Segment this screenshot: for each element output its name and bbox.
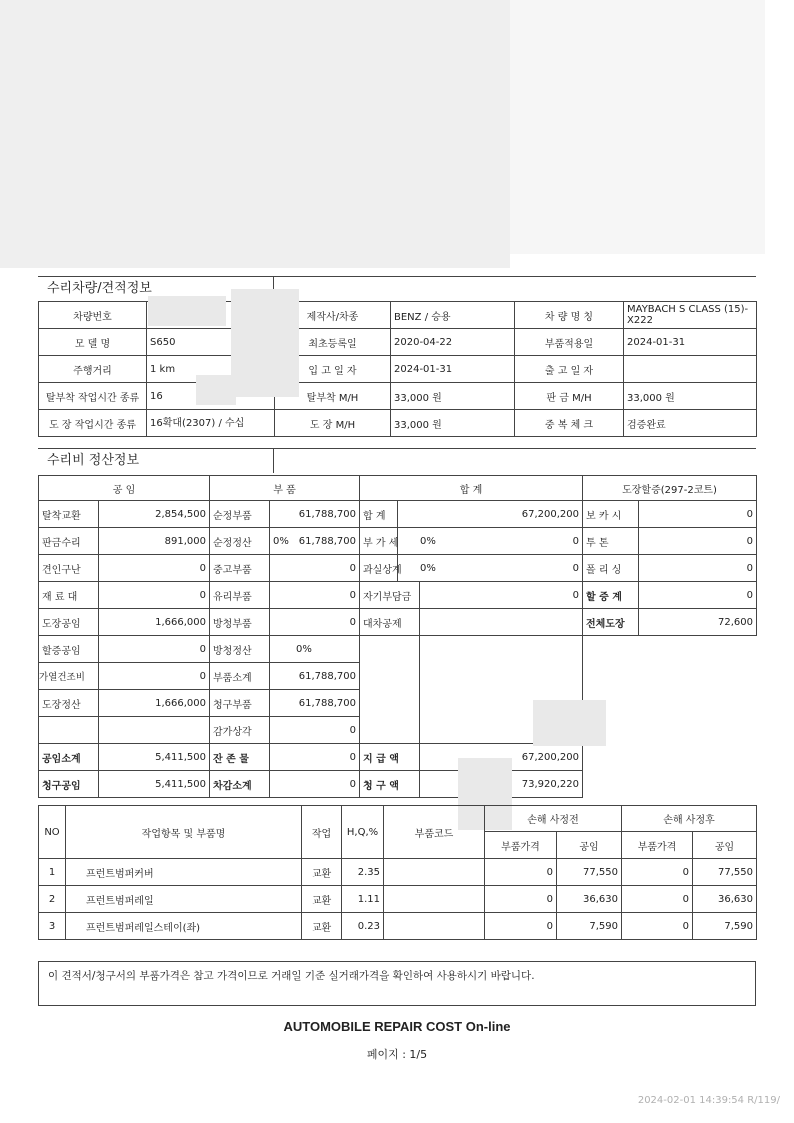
table-cell: 유리부품	[210, 582, 270, 609]
table-cell: 891,000	[99, 528, 210, 555]
table-cell: 부품소계	[210, 663, 270, 690]
items-header-row	[39, 806, 757, 832]
table-row	[39, 886, 757, 913]
table-cell: 1	[39, 859, 66, 886]
cost-row	[39, 555, 757, 582]
table-cell: 36,630	[557, 886, 622, 913]
redaction-mask	[231, 289, 299, 397]
table-cell: 부 품	[210, 476, 360, 501]
table-cell: 청구공임	[39, 771, 99, 798]
table-cell: 판 금 M/H	[515, 383, 624, 410]
table-cell: 프런트범퍼커버	[66, 859, 302, 886]
table-cell: 67,200,200	[420, 501, 583, 528]
vehicle-row	[39, 302, 757, 329]
table-cell: 0	[270, 744, 360, 771]
table-cell: 0	[639, 501, 757, 528]
table-cell: 재 료 대	[39, 582, 99, 609]
table-cell: 0	[485, 913, 557, 940]
table-cell: 77,550	[693, 859, 757, 886]
table-cell	[398, 501, 420, 528]
table-cell: 0	[293, 582, 360, 609]
table-cell	[384, 913, 485, 940]
table-cell: 도 장 작업시간 종류	[39, 410, 147, 437]
table-cell: 방청정산	[210, 636, 270, 663]
table-cell: 77,550	[557, 859, 622, 886]
vehicle-section-title: 수리차량/견적정보	[38, 277, 274, 301]
table-cell: H,Q,%	[342, 806, 384, 859]
cost-section-title: 수리비 정산정보	[38, 449, 274, 473]
table-cell: 할 증 계	[583, 582, 639, 609]
table-cell: 부품가격	[485, 832, 557, 859]
table-cell: 33,000 원	[624, 383, 757, 410]
table-cell: 61,788,700	[270, 690, 360, 717]
table-cell: 순정부품	[210, 501, 270, 528]
table-cell: 주행거리	[39, 356, 147, 383]
table-cell: 0	[622, 859, 693, 886]
table-cell: 0	[293, 609, 360, 636]
cost-header-row	[39, 476, 757, 501]
table-cell: 교환	[302, 886, 342, 913]
table-cell: 공임	[693, 832, 757, 859]
table-cell	[270, 501, 293, 528]
table-cell	[384, 859, 485, 886]
table-cell: 입 고 일 자	[275, 356, 391, 383]
vehicle-row	[39, 329, 757, 356]
table-cell: 감가상각	[210, 717, 270, 744]
table-cell: 5,411,500	[99, 744, 210, 771]
vehicle-info-table	[38, 301, 757, 437]
table-cell: BENZ / 승용	[391, 302, 515, 329]
table-cell	[384, 886, 485, 913]
table-cell: 잔 존 물	[210, 744, 270, 771]
table-cell: 0%	[398, 555, 461, 582]
table-cell: 자기부담금	[360, 582, 420, 609]
table-cell: 도 장 M/H	[275, 410, 391, 437]
empty-cell	[360, 636, 420, 744]
table-row	[39, 859, 757, 886]
empty-cell	[583, 636, 757, 798]
print-timestamp: 2024-02-01 14:39:54 R/119/	[637, 1095, 780, 1106]
table-cell: 손해 사정후	[622, 806, 757, 832]
table-cell: 부품코드	[384, 806, 485, 859]
empty-cell	[39, 717, 99, 744]
table-cell: 0	[270, 771, 360, 798]
table-cell: 0	[270, 717, 360, 744]
table-cell: 0	[639, 528, 757, 555]
table-cell: 탈착교환	[39, 501, 99, 528]
cost-row	[39, 609, 757, 636]
table-cell: 1.11	[342, 886, 384, 913]
table-cell: 차감소계	[210, 771, 270, 798]
table-cell: 작업	[302, 806, 342, 859]
table-cell: 73,920,220	[420, 771, 583, 798]
table-cell: 0	[485, 859, 557, 886]
table-cell: 0%	[270, 636, 360, 663]
table-cell: 출 고 일 자	[515, 356, 624, 383]
table-cell: 61,788,700	[270, 663, 360, 690]
table-cell: 탈부착 M/H	[275, 383, 391, 410]
table-cell: 견인구난	[39, 555, 99, 582]
redacted-header-block	[0, 0, 510, 268]
table-cell: 프런트범퍼레일	[66, 886, 302, 913]
table-cell: 5,411,500	[99, 771, 210, 798]
table-cell: 0	[293, 555, 360, 582]
table-cell: 0	[99, 555, 210, 582]
table-cell: 2.35	[342, 859, 384, 886]
table-cell: 1,666,000	[99, 690, 210, 717]
table-cell: 판금수리	[39, 528, 99, 555]
table-row	[39, 913, 757, 940]
table-cell: 도장공임	[39, 609, 99, 636]
table-cell: 최초등록일	[275, 329, 391, 356]
table-cell: 0	[639, 582, 757, 609]
vehicle-row	[39, 356, 757, 383]
footer-title: AUTOMOBILE REPAIR COST On-line	[283, 1019, 511, 1034]
table-cell: 0.23	[342, 913, 384, 940]
redaction-mask	[148, 296, 226, 326]
table-cell: 공임소계	[39, 744, 99, 771]
table-cell: 16	[147, 383, 275, 410]
table-cell: 할증공임	[39, 636, 99, 663]
redaction-mask	[533, 700, 606, 746]
table-cell: 손해 사정전	[485, 806, 622, 832]
table-cell: 합 계	[360, 501, 398, 528]
table-cell: MAYBACH S CLASS (15)-X222	[624, 302, 757, 329]
table-cell: 제작사/차종	[275, 302, 391, 329]
table-cell: 합 계	[360, 476, 583, 501]
table-cell: 61,788,700	[293, 501, 360, 528]
table-cell: 부품가격	[622, 832, 693, 859]
table-cell: 33,000 원	[391, 410, 515, 437]
table-cell: 7,590	[693, 913, 757, 940]
table-cell: 2020-04-22	[391, 329, 515, 356]
table-cell: 0	[420, 582, 583, 609]
vehicle-row	[39, 410, 757, 437]
table-cell	[270, 582, 293, 609]
table-cell: 대차공제	[360, 609, 420, 636]
table-cell: 1 km	[147, 356, 275, 383]
work-items-table	[38, 805, 757, 940]
table-cell: 모 델 명	[39, 329, 147, 356]
table-cell: 순정정산	[210, 528, 270, 555]
table-cell: 폴 리 싱	[583, 555, 639, 582]
table-cell: NO	[39, 806, 66, 859]
cost-row	[39, 501, 757, 528]
table-cell: 청구부품	[210, 690, 270, 717]
table-cell: 프런트범퍼레일스테이(좌)	[66, 913, 302, 940]
table-cell: 투 톤	[583, 528, 639, 555]
table-cell: 부품적용일	[515, 329, 624, 356]
table-cell: 2	[39, 886, 66, 913]
table-cell: 도장할증(297-2코트)	[583, 476, 757, 501]
table-cell: 공임	[557, 832, 622, 859]
price-notice: 이 견적서/청구서의 부품가격은 참고 가격이므로 거래일 기준 실거래가격을 확인하여 사용하시기 바랍니다.	[38, 961, 756, 1006]
table-cell: 2024-01-31	[391, 356, 515, 383]
table-cell: 3	[39, 913, 66, 940]
table-cell: 교환	[302, 913, 342, 940]
table-cell: 전체도장	[583, 609, 639, 636]
table-cell: 중 복 체 크	[515, 410, 624, 437]
table-cell: 공 임	[39, 476, 210, 501]
table-cell: 0	[485, 886, 557, 913]
table-cell: 검증완료	[624, 410, 757, 437]
table-cell: 0	[461, 555, 583, 582]
table-cell: 과실상계	[360, 555, 398, 582]
cost-row	[39, 636, 757, 663]
table-cell: 0	[99, 582, 210, 609]
table-cell: 탈부착 작업시간 종류	[39, 383, 147, 410]
redaction-mask	[196, 375, 236, 405]
cost-settlement-table	[38, 475, 757, 798]
table-cell	[270, 609, 293, 636]
table-cell: 0	[622, 886, 693, 913]
table-cell: 0	[622, 913, 693, 940]
table-cell: 중고부품	[210, 555, 270, 582]
table-cell	[420, 609, 583, 636]
table-cell: 0	[99, 636, 210, 663]
table-cell: 61,788,700	[293, 528, 360, 555]
cost-row	[39, 528, 757, 555]
table-cell: 2024-01-31	[624, 329, 757, 356]
table-cell: 0	[639, 555, 757, 582]
table-cell: 지 급 액	[360, 744, 420, 771]
table-cell: 2,854,500	[99, 501, 210, 528]
table-cell: 차 량 명 칭	[515, 302, 624, 329]
table-cell: 33,000 원	[391, 383, 515, 410]
redacted-header-block-right	[510, 0, 765, 254]
table-cell: 청 구 액	[360, 771, 420, 798]
table-cell: 보 카 시	[583, 501, 639, 528]
table-cell: 16확대(2307) / 수십	[147, 410, 275, 437]
table-cell: 부 가 세	[360, 528, 398, 555]
cost-row	[39, 582, 757, 609]
table-cell: 36,630	[693, 886, 757, 913]
empty-cell	[99, 717, 210, 744]
table-cell: 7,590	[557, 913, 622, 940]
table-cell	[624, 356, 757, 383]
table-cell: 작업항목 및 부품명	[66, 806, 302, 859]
table-cell: 0%	[270, 528, 293, 555]
vehicle-row	[39, 383, 757, 410]
table-cell: 도장정산	[39, 690, 99, 717]
table-cell: 가열건조비	[39, 663, 99, 690]
table-cell: 0	[99, 663, 210, 690]
table-cell: 1,666,000	[99, 609, 210, 636]
table-cell: 67,200,200	[420, 744, 583, 771]
table-cell: 0%	[398, 528, 461, 555]
page-number: 페이지 : 1/5	[366, 1048, 428, 1061]
table-cell: 방청부품	[210, 609, 270, 636]
table-cell	[270, 555, 293, 582]
table-cell: 차량번호	[39, 302, 147, 329]
table-cell: 72,600	[639, 609, 757, 636]
table-cell: S650	[147, 329, 275, 356]
table-cell: 교환	[302, 859, 342, 886]
table-cell: 0	[461, 528, 583, 555]
